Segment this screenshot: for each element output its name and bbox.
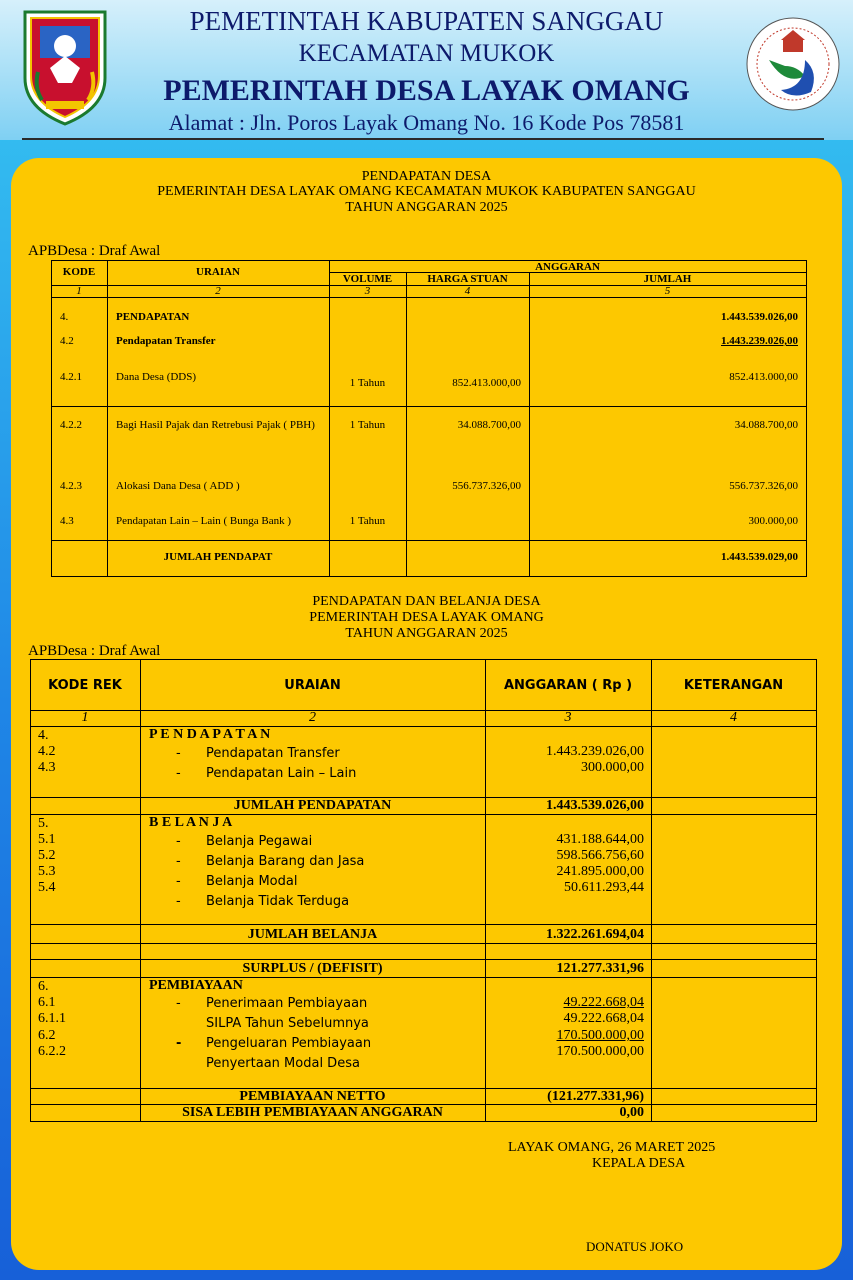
table1-row-harga: 556.737.326,00 [452,480,521,492]
table2-value: 431.188.644,00 [556,832,644,847]
table2-kode: 6.2.2 [38,1044,66,1059]
header-regency: PEMETINTAH KABUPATEN SANGGAU [189,6,664,36]
table2-header-uraian: URAIAN [284,678,341,693]
table2-item: Penyertaan Modal Desa [206,1056,360,1071]
table2-value: 598.566.756,60 [556,848,644,863]
table2-colnum-1: 1 [81,710,89,725]
header-district: KECAMATAN MUKOK [298,40,555,67]
table2-kode: 4. [38,728,49,743]
table1-row-kode: 4.2 [60,335,74,347]
header-village-government: PEMERINTAH DESA LAYAK OMANG [163,74,690,107]
table1-header-anggaran: ANGGARAN [535,261,600,273]
table1-row-jumlah: 300.000,00 [748,515,798,527]
table1-total-value: 1.443.539.029,00 [721,551,798,563]
table2-netto-label: PEMBIAYAAN NETTO [239,1089,386,1104]
table1-row-jumlah: 852.413.000,00 [729,371,798,383]
table2-header-anggaran: ANGGARAN ( Rp ) [503,678,633,693]
table1-year: TAHUN ANGGARAN 2025 [345,200,508,215]
table2-item: Belanja Barang dan Jasa [206,854,365,869]
table2-kode: 5.3 [38,864,56,879]
table2-dash: - [176,1036,182,1051]
table2-surplus-value: 121.277.331,96 [556,961,644,976]
table1-title: PENDAPATAN DESA [361,169,492,184]
table2-value: 1.443.239.026,00 [546,744,644,759]
table2-item: Belanja Tidak Terduga [206,894,350,909]
table1-header-kode: KODE [62,266,96,278]
table2-year: TAHUN ANGGARAN 2025 [345,626,508,641]
table1-subtitle: PEMERINTAH DESA LAYAK OMANG KECAMATAN MUKOK KABUPATEN SANGGAU [157,184,696,199]
table2-value: 170.500.000,00 [556,1044,644,1059]
table2-value: 241.895.000,00 [556,864,644,879]
table2-belanja-title: B E L A N J A [149,815,233,830]
table1-row-harga: 34.088.700,00 [457,419,521,431]
table2-kode: 6. [38,979,49,994]
table2-dash: - [176,894,181,909]
table1-row-kode: 4.2.1 [60,371,82,383]
table2-total-pendapatan-label: JUMLAH PENDAPATAN [233,798,392,813]
table2-total-belanja-label: JUMLAH BELANJA [247,927,378,942]
table1-total-label: JUMLAH PENDAPAT [163,551,273,563]
table1-header-uraian: URAIAN [196,266,240,278]
table2-value: 50.611.293,44 [564,880,644,895]
table2-dash: - [176,746,181,761]
table2-colnum-4: 4 [730,710,737,725]
table2-total-belanja-value: 1.322.261.694,04 [546,927,644,942]
signature-role: KEPALA DESA [592,1156,686,1171]
table2-dash: - [176,766,181,781]
table2-item: Pengeluaran Pembiayaan [206,1036,372,1051]
table1-header-harga: HARGA STUAN [427,273,508,285]
table2-colnum-3: 3 [564,710,572,725]
table2-dash: - [176,996,181,1011]
table2-item: Penerimaan Pembiayaan [206,996,368,1011]
table1-row-jumlah: 1.443.239.026,00 [721,335,798,347]
sanggau-regency-emblem-icon [20,8,110,126]
table2-dash: - [176,874,181,889]
table2-kode: 5. [38,816,49,831]
table2-item: Pendapatan Lain – Lain [206,766,357,781]
table1-apbdesa-label: APBDesa : Draf Awal [28,243,161,259]
table1-row-jumlah: 556.737.326,00 [729,480,798,492]
table1-row-uraian: Bagi Hasil Pajak dan Retrebusi Pajak ( PBH) [116,419,315,431]
table2-pembiayaan-title: PEMBIAYAAN [149,978,243,993]
table1-colnum-1: 1 [76,285,82,297]
table2-surplus-label: SURPLUS / (DEFISIT) [242,961,383,976]
header-divider [22,138,824,140]
signature-place-date: LAYAK OMANG, 26 MARET 2025 [508,1140,716,1155]
table2-kode: 6.1 [38,995,56,1010]
table1-row-kode: 4.2.2 [60,419,82,431]
table1-row-volume: 1 Tahun [349,419,386,431]
table1-colnum-3: 3 [364,285,371,297]
table2-pendapatan-title: P E N D A P A T A N [149,727,271,742]
table1-row-kode: 4. [60,311,69,323]
table2-subtitle: PEMERINTAH DESA LAYAK OMANG [309,610,544,625]
table2-kode: 6.2 [38,1028,56,1043]
table2-total-pendapatan-value: 1.443.539.026,00 [546,798,644,813]
table2-item: Pendapatan Transfer [206,746,340,761]
table1-row-volume: 1 Tahun [349,515,386,527]
table2-header-keterangan: KETERANGAN [683,678,784,693]
table2-kode: 6.1.1 [38,1011,66,1026]
table2-colnum-2: 2 [309,710,316,725]
table2-value: 49.222.668,04 [563,995,644,1010]
table1-row-jumlah: 34.088.700,00 [734,419,798,431]
table1-row-uraian: Alokasi Dana Desa ( ADD ) [116,480,240,492]
table2-kode: 5.4 [38,880,56,895]
header-address: Alamat : Jln. Poros Layak Omang No. 16 Kode Pos 78581 [168,110,685,135]
table2-kode: 4.3 [38,760,56,775]
table2-silpa-value: 0,00 [619,1105,644,1120]
table1-header-volume: VOLUME [342,273,393,285]
table2-apbdesa-label: APBDesa : Draf Awal [28,643,161,659]
table2-value: 300.000,00 [581,760,644,775]
table2-kode: 5.2 [38,848,56,863]
table1-row-harga: 852.413.000,00 [452,377,521,389]
table2-netto-value: (121.277.331,96) [547,1089,644,1104]
table1-row-uraian: Pendapatan Lain – Lain ( Bunga Bank ) [116,515,292,527]
signature-name: DONATUS JOKO [586,1239,684,1254]
table1-colnum-2: 2 [215,285,221,297]
table2-item: SILPA Tahun Sebelumnya [206,1016,369,1031]
table2-header-kode: KODE REK [48,678,122,693]
table1-header-jumlah: JUMLAH [643,273,692,285]
table2-silpa-label: SISA LEBIH PEMBIAYAAN ANGGARAN [182,1105,443,1120]
table1-row-jumlah: 1.443.539.026,00 [721,311,798,323]
table1-colnum-4: 4 [464,285,471,297]
table2-value: 49.222.668,04 [563,1011,644,1026]
table2-dash: - [176,854,181,869]
table2-dash: - [176,834,181,849]
table2-item: Belanja Pegawai [206,834,313,849]
table2-kode: 5.1 [38,832,56,847]
table1-colnum-5: 5 [664,285,671,297]
table1-row-kode: 4.2.3 [60,480,82,492]
table2-item: Belanja Modal [206,874,298,889]
table1-row-uraian: Pendapatan Transfer [116,335,216,347]
table1-row-uraian: PENDAPATAN [116,311,190,323]
table1-row-uraian: Dana Desa (DDS) [116,371,197,383]
kemendes-logo-icon [745,16,841,112]
table2-kode: 4.2 [38,744,56,759]
table2-title: PENDAPATAN DAN BELANJA DESA [312,594,541,609]
table1-row-kode: 4.3 [60,515,74,527]
table1-row-volume: 1 Tahun [349,377,386,389]
table2-value: 170.500.000,00 [556,1028,644,1043]
